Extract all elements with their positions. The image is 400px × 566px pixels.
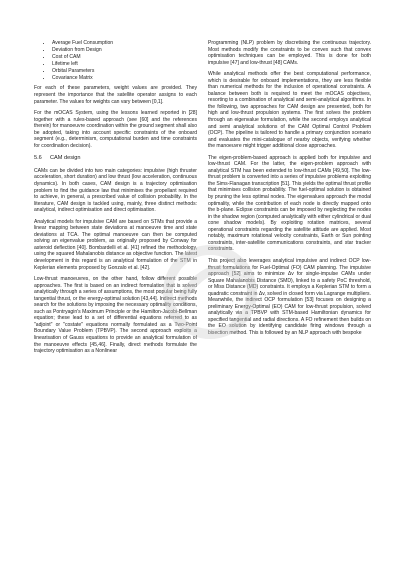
section-number: 5.6 <box>34 155 42 162</box>
section-heading <box>34 155 197 162</box>
list-item: • Orbital Parameters <box>52 68 197 75</box>
paragraph: For each of these parameters, weight values are provided. They represent the importance that the satellite operator assigns to each parameter. The values for weights can vary between [0,1]. <box>34 85 197 105</box>
list-item: • Deviation from Design <box>52 47 197 54</box>
paragraph: For the mOCAS System, using the lessons learned reported in [28] together with a rules-based approach (see [60] and the references therein) for manoeuvre coordination within the ground segment shall also be adopted, taking into account specific constraints of the onboard segment (e.g., determinism, computational burden and time constraints for coordination decision). <box>34 110 197 149</box>
list-item: • Lifetime left <box>52 61 197 68</box>
left-column <box>34 40 197 360</box>
paragraph: Programming (NLP) problem by discretising the continuous trajectory. Most methods modify the constraints to be convex such that convex optimisation techniques can be employed. This is done for both impulsive [47] and low-thrust [48] CAMs. <box>208 40 371 66</box>
paragraph: CAMs can be divided into two main categories: impulsive (high thruster acceleration, short duration) and low thrust (low acceleration, continuous dynamics). In both cases, CAM design is a trajectory optimisation problem to find the guidance law that minimises the propellant required to achieve, in general, a prescribed value of collision probability. In the literature, CAM design is tackled using, mainly, three distinct methods: analytical, indirect optimisation and direct optimisation. <box>34 167 197 214</box>
paragraph: Low-thrust manoeuvres, on the other hand, follow different possible approaches. The first is based on an indirect formulation that is solved analytically through a series of assumptions, the most popular being fully tangential thrust, or the energy-optimal solution [43,44]. Indirect methods search for the solutions by imposing the necessary optimality conditions, such as Pontryagin's Maximum Principle or the Hamilton-Jacobi-Bellman equation; these lead to a set of differential equations referred to as "adjoint" or "costate" equations normally formulated as a Two-Point Boundary Value Problem (TPBVP). The second approach exploits a linearisation of Gauss equations to provide an analytical formulation of the manoeuvre effects [45,46]. Finally, direct methods formulate the trajectory optimisation as a Nonlinear <box>34 276 197 355</box>
paragraph: Analytical models for impulsive CAM are based on STMs that provide a linear mapping between state deviations at manoeuvre time and state deviations at TCA. The optimal manoeuvre can then be computed solving an eigenvalue problem, as originally proposed by Conway for asteroid deflection [40]. Bombardelli et al. [41] refined the methodology, using the squared Mahalanobis distance as objective function. The latest development in this regard is an analytical formulation of the STM in Keplerian elements proposed by Gonzalo et al. [42]. <box>34 218 197 271</box>
paragraph: While analytical methods offer the best computational performance, which is desirable for onboard implementations, they are less flexible than numerical methods for the inclusion of operational constraints. A balance between both is required to meet the mOCAS objectives, resorting to a combination of analytical and semi-analytical algorithms. In the following, two approaches for CAM design are presented, both for high and low-thrust propulsion systems. The first solves the problem through an eigenvalue formulation, while the second employs analytical and semi analytical solutions of the CAM Optimal Control Problem (OCP). The pipeline is tailored to handle a primary conjunction scenario and evaluates the mini-catalogue of nearby objects, verifying whether the manoeuvre might trigger additional close approaches. <box>208 71 371 150</box>
right-column <box>208 40 371 342</box>
paragraph: The eigen-problem-based approach is applied both for impulsive and low-thrust CAM. For the latter, the eigen-problem approach with analytical STM has been extended to low-thrust CAMs [49,50]. The low-thrust problem is converted into a series of impulsive problems exploiting the Sims-Flanagan transcription [51]. This yields the optimal thrust profile that minimises collision probability. The fuel-optimal solution is obtained by pruning the less optimal nodes. The eigenvalues approach the modal optimality, while the contribution of each node is directly mapped onto the b-plane. Eclipse constraints can be imposed by neglecting the nodes in the shadow region (computed analytically with either cylindrical or dual cone shadow models). By exploiting rotation matrices, several operational constraints regarding the satellite attitude are applied. Most notably, maximum rotational velocity constraints, Earth or Sun pointing constraints, inter-satellite communications constraints, and star tracker constraints. <box>208 154 371 253</box>
list-item: • Average Fuel Consumption <box>52 40 197 47</box>
list-item: • Cost of CAM <box>52 54 197 61</box>
section-title: CAM design <box>50 155 81 162</box>
paragraph: This project also leverages analytical impulsive and indirect OCP low-thrust formulations for Fuel-Optimal (FO) CAM planning. The impulsive approach [52] aims to minimize Δv for single-impulse CAMs under Square Mahalanobis Distance (SMD), linked to a safety PoC threshold, or Miss Distance (MD) constraints. It employs a Keplerian STM to form a quadratic constraint in Δv, solved in closed form via Lagrange multipliers. Meanwhile, the indirect OCP formulation [53] focuses on designing a preliminary Energy-Optimal (EO) CAM for low-thrust propulsion, solved analytically via a TPBVP with STM-based Hamiltonian dynamics for specified tangential and radial directions. A FO refinement then builds on the EO solution by identifying candidate firing windows through a bisection method. This is followed by an NLP approach with bespoke <box>208 257 371 336</box>
list-item: • Covariance Matrix <box>52 75 197 82</box>
parameter-list <box>34 40 197 81</box>
